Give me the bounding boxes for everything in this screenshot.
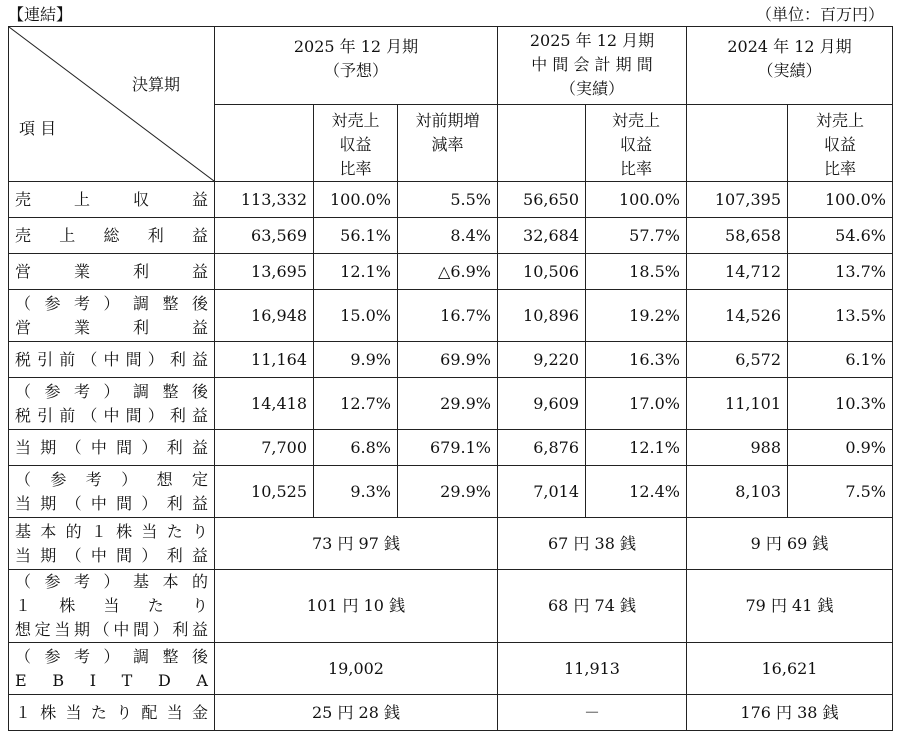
table-cell: 100.0% [586,182,687,218]
table-cell: 101 円 10 銭 [215,570,498,643]
row-label-line: （参考）調整後 [15,646,208,666]
table-cell: 19.2% [586,290,687,342]
table-row [9,643,893,695]
corner-header [9,27,215,182]
table-cell: 14,418 [215,378,314,430]
table-cell: 7,700 [215,430,314,466]
table-row [9,570,893,643]
table-cell: 16,948 [215,290,314,342]
table-row [9,378,893,430]
row-label-line: 営 業 利 益 [15,261,208,281]
row-label-line: 売 上 総 利 益 [15,225,208,245]
row-label-line: （参考）調整後 [15,381,208,401]
table-cell: 73 円 97 銭 [215,518,498,570]
col-interim-2025: 2025 年 12 月期 中 間 会 計 期 間 （実績） [498,27,687,105]
row-label-line: 税引前（中間）利益 [15,405,208,425]
table-cell: 8.4% [398,218,498,254]
table-cell: 9 円 69 銭 [687,518,893,570]
row-label-line: （参考）調整後 [15,293,208,313]
table-cell: 29.9% [398,378,498,430]
row-label-line: E B I T D A [15,670,208,690]
row-label [9,430,215,466]
row-label [9,378,215,430]
table-cell: 10.3% [788,378,893,430]
financial-table [8,26,893,731]
table-cell: 11,913 [498,643,687,695]
table-cell: 9,220 [498,342,586,378]
table-cell: 11,101 [687,378,788,430]
table-cell: 10,506 [498,254,586,290]
table-row [9,254,893,290]
row-label [9,290,215,342]
row-label-line: １株当たり配当金 [15,702,208,722]
table-cell: 5.5% [398,182,498,218]
page-header [8,2,892,26]
table-cell: 6.8% [314,430,398,466]
table-cell: 12.1% [586,430,687,466]
col-actual-ratio: 対売上 収益 比率 [788,105,893,182]
table-cell: 100.0% [788,182,893,218]
row-label-line: 当期（中間）利益 [15,437,208,457]
row-label-line: 基本的１株当たり [15,521,208,541]
table-cell: － [498,695,687,731]
merged-label [9,518,215,570]
row-label-line: 想定当期（中間）利益 [15,620,208,639]
table-row [9,182,893,218]
table-cell: 69.9% [398,342,498,378]
table-cell: 176 円 38 銭 [687,695,893,731]
table-cell: 7,014 [498,466,586,518]
table-cell: 8,103 [687,466,788,518]
row-label-line: １ 株 当 た り [15,596,208,615]
table-row [9,466,893,518]
table-cell: 16.7% [398,290,498,342]
item-label: 項 目 [19,119,57,138]
row-label [9,342,215,378]
col-forecast-2025: 2025 年 12 月期 （予想） [215,27,498,105]
table-cell: 29.9% [398,466,498,518]
table-cell: 63,569 [215,218,314,254]
table-cell: 68 円 74 銭 [498,570,687,643]
table-cell: 10,896 [498,290,586,342]
unit-label: （単位：百万円） [755,5,884,24]
table-cell: 100.0% [314,182,398,218]
table-row [9,430,893,466]
table-cell: 15.0% [314,290,398,342]
table-cell: 56.1% [314,218,398,254]
row-label [9,466,215,518]
table-cell: 18.5% [586,254,687,290]
col-forecast-ratio: 対売上 収益 比率 [314,105,398,182]
table-cell: 13,695 [215,254,314,290]
table-cell: 13.5% [788,290,893,342]
table-cell: 19,002 [215,643,498,695]
table-cell: 16,621 [687,643,893,695]
row-label-line: 当期（中間）利益 [15,493,208,513]
table-cell: 12.1% [314,254,398,290]
table-cell: 9.9% [314,342,398,378]
merged-label [9,643,215,695]
table-cell: 9.3% [314,466,398,518]
table-cell: 6,572 [687,342,788,378]
row-label [9,218,215,254]
table-cell: 16.3% [586,342,687,378]
table-cell: 14,712 [687,254,788,290]
col-forecast-yoy: 対前期増 減率 [398,105,498,182]
table-cell: 13.7% [788,254,893,290]
table-cell: 107,395 [687,182,788,218]
table-cell: 32,684 [498,218,586,254]
table-row [9,518,893,570]
merged-label [9,695,215,731]
table-cell: 12.7% [314,378,398,430]
row-label [9,254,215,290]
table-cell: 6,876 [498,430,586,466]
consolidated-label: 【連結】 [8,5,73,24]
table-row [9,218,893,254]
table-cell: 56,650 [498,182,586,218]
col-interim-ratio: 対売上 収益 比率 [586,105,687,182]
table-cell: 9,609 [498,378,586,430]
table-cell: 10,525 [215,466,314,518]
table-cell: 25 円 28 銭 [215,695,498,731]
table-row [9,342,893,378]
table-row [9,695,893,731]
table-cell: 17.0% [586,378,687,430]
table-cell: 57.7% [586,218,687,254]
merged-label [9,570,215,643]
table-row [9,290,893,342]
table-cell: 58,658 [687,218,788,254]
table-cell: 0.9% [788,430,893,466]
table-cell: 7.5% [788,466,893,518]
table-cell: 79 円 41 銭 [687,570,893,643]
row-label-line: 当期（中間）利益 [15,545,208,565]
table-cell: 113,332 [215,182,314,218]
table-cell: 679.1% [398,430,498,466]
table-cell: 14,526 [687,290,788,342]
fiscal-period-label: 決算期 [131,75,180,94]
table-cell: 11,164 [215,342,314,378]
row-label-line: （参考）基本的 [15,572,208,591]
row-label-line: 営 業 利 益 [15,317,208,337]
row-label-line: 税引前（中間）利益 [15,349,208,369]
table-cell: 6.1% [788,342,893,378]
row-label-line: （参考）想定 [15,469,208,489]
col-actual-2024: 2024 年 12 月期 （実績） [687,27,893,105]
table-cell: 988 [687,430,788,466]
table-cell: 54.6% [788,218,893,254]
row-label-line: 売 上 収 益 [15,189,208,209]
table-cell: △6.9% [398,254,498,290]
table-cell: 67 円 38 銭 [498,518,687,570]
row-label [9,182,215,218]
table-cell: 12.4% [586,466,687,518]
